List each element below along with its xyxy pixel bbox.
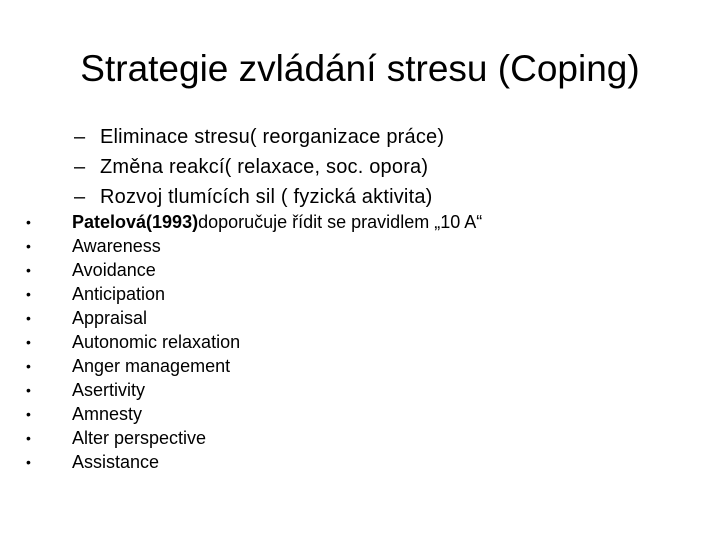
sub-item bbox=[74, 182, 444, 212]
bullet-text: Alter perspective bbox=[72, 428, 207, 448]
bullet-icon: • bbox=[26, 382, 31, 398]
bullet-item bbox=[24, 402, 482, 426]
sub-item-text: Rozvoj tlumících sil ( fyzická aktivita) bbox=[100, 186, 433, 208]
bullet-item bbox=[24, 426, 482, 450]
sub-item-text: Změna reakcí( relaxace, soc. opora) bbox=[100, 156, 429, 178]
bullet-icon: • bbox=[26, 454, 31, 470]
bullet-icon: • bbox=[26, 358, 31, 374]
bullet-item bbox=[24, 378, 482, 402]
bullet-icon: • bbox=[26, 214, 31, 230]
bullet-icon: • bbox=[26, 310, 31, 326]
bullet-icon: • bbox=[26, 430, 31, 446]
bullet-item bbox=[24, 330, 482, 354]
bullet-text: Asertivity bbox=[72, 380, 146, 400]
intro-text: doporučuje řídit se pravidlem „10 A“ bbox=[198, 212, 483, 232]
sub-item bbox=[74, 122, 444, 152]
bullet-text: Anticipation bbox=[72, 284, 166, 304]
sub-item bbox=[74, 152, 444, 182]
bullet-list bbox=[24, 210, 482, 474]
bullet-text: Awareness bbox=[72, 236, 161, 256]
bullet-icon: • bbox=[26, 286, 31, 302]
bullet-icon: • bbox=[26, 406, 31, 422]
bullet-item bbox=[24, 234, 482, 258]
bullet-icon: • bbox=[26, 334, 31, 350]
bullet-icon: • bbox=[26, 238, 31, 254]
bullet-text: Autonomic relaxation bbox=[72, 332, 241, 352]
bullet-item bbox=[24, 450, 482, 474]
bullet-item bbox=[24, 282, 482, 306]
bullet-text: Assistance bbox=[72, 452, 160, 472]
dash-marker: – bbox=[74, 156, 86, 178]
intro-author: Patelová(1993) bbox=[72, 212, 199, 232]
bullet-text: Appraisal bbox=[72, 308, 148, 328]
slide-title: Strategie zvládání stresu (Coping) bbox=[80, 48, 640, 89]
sub-list bbox=[74, 122, 444, 212]
bullet-item bbox=[24, 306, 482, 330]
bullet-icon: • bbox=[26, 262, 31, 278]
bullet-item bbox=[24, 354, 482, 378]
dash-marker: – bbox=[74, 126, 86, 148]
bullet-item-intro bbox=[24, 210, 482, 234]
bullet-text: Amnesty bbox=[72, 404, 143, 424]
dash-marker: – bbox=[74, 186, 86, 208]
sub-item-text: Eliminace stresu( reorganizace práce) bbox=[100, 126, 445, 148]
bullet-text: Avoidance bbox=[72, 260, 156, 280]
bullet-item bbox=[24, 258, 482, 282]
bullet-text: Anger management bbox=[72, 356, 231, 376]
